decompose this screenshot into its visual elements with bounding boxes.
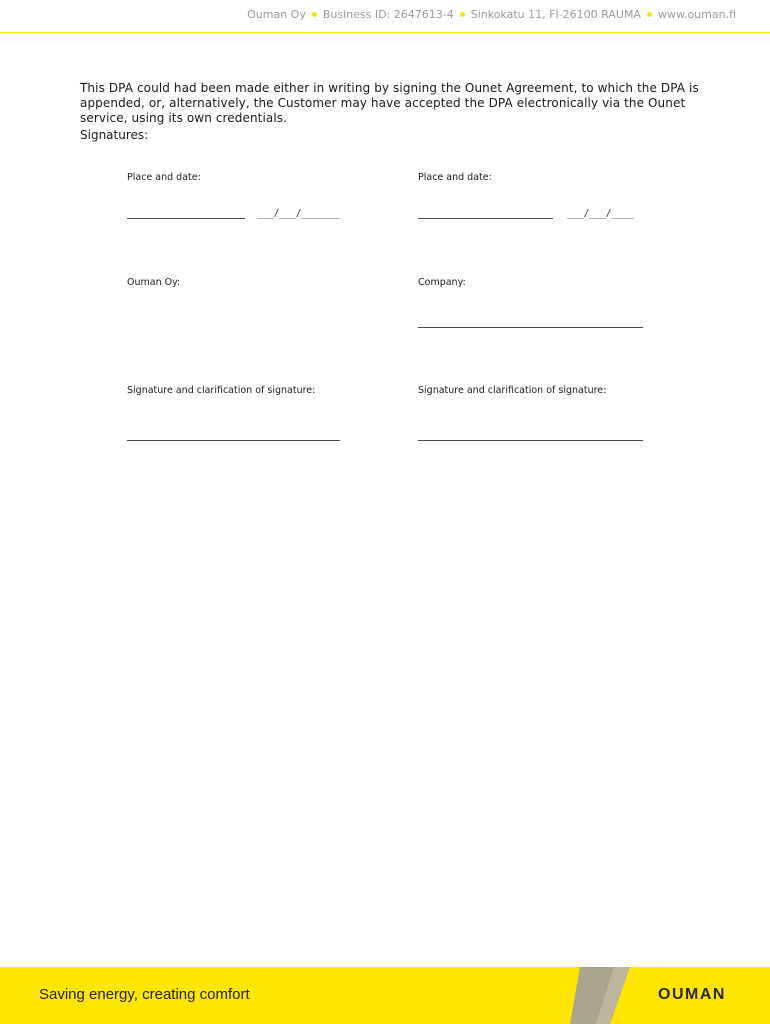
company-website: www.ouman.fi bbox=[657, 8, 736, 21]
right-place-date-label: Place and date: bbox=[418, 172, 492, 183]
left-party-label: Ouman Oy: bbox=[127, 277, 181, 288]
footer-slogan: Saving energy, creating comfort bbox=[39, 986, 250, 1003]
right-place-line[interactable] bbox=[418, 218, 553, 219]
intro-paragraph: This DPA could had been made either in writing by signing the Ounet Agreement, to which the DPA is appended, or, alternatively, the Customer may have accepted the DPA electronically via the Ounet service, using its own credentials. bbox=[80, 81, 699, 125]
separator-dot-icon bbox=[647, 12, 652, 17]
left-date-slots[interactable]: ___/___/_______ bbox=[257, 208, 340, 219]
right-date-slots[interactable]: ___/___/____ bbox=[567, 208, 634, 219]
separator-dot-icon bbox=[460, 12, 465, 17]
separator-dot-icon bbox=[312, 12, 317, 17]
left-place-date-label: Place and date: bbox=[127, 172, 201, 183]
company-name-line[interactable] bbox=[418, 327, 643, 328]
page-footer bbox=[0, 967, 770, 1024]
brand-stripe-icon bbox=[570, 967, 630, 1024]
left-signature-label: Signature and clarification of signature: bbox=[127, 385, 316, 396]
ouman-logo: OUMAN bbox=[658, 986, 726, 1003]
company-address: Sinkokatu 11, FI-26100 RAUMA bbox=[470, 8, 641, 21]
right-signature-label: Signature and clarification of signature: bbox=[418, 385, 607, 396]
page-header bbox=[0, 0, 770, 33]
company-name: Ouman Oy bbox=[247, 8, 306, 21]
right-party-label: Company: bbox=[418, 277, 466, 288]
left-place-line[interactable] bbox=[127, 218, 245, 219]
left-signature-line[interactable] bbox=[127, 440, 340, 441]
business-id: Business ID: 2647613-4 bbox=[322, 8, 454, 21]
company-info bbox=[247, 8, 736, 21]
signatures-heading: Signatures: bbox=[80, 128, 149, 142]
right-signature-line[interactable] bbox=[418, 440, 643, 441]
